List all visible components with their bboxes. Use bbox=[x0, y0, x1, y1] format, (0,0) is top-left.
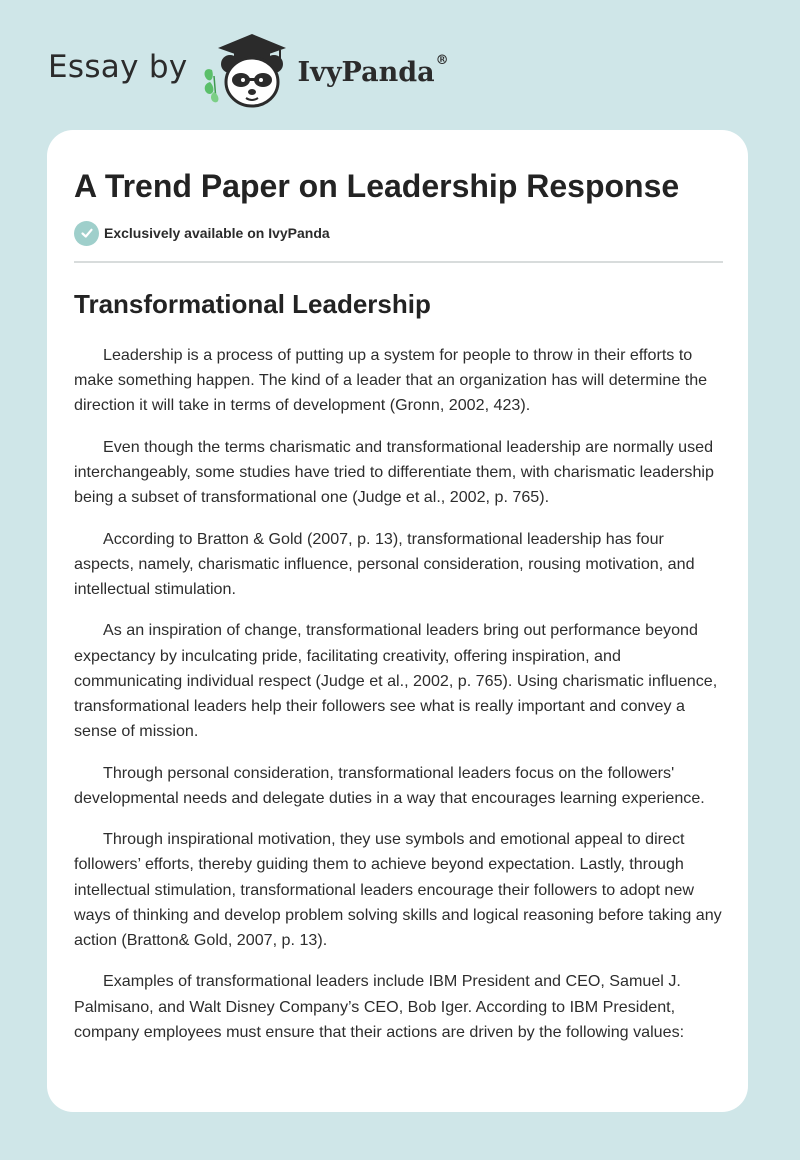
brand-name[interactable]: IvyPanda® bbox=[297, 52, 449, 88]
paragraph: Even though the terms charismatic and transformational leadership are normally used interchangeably, some studies have tried to differentiate them, with charismatic leadership being a subset of transformational one (Judge et al., 2002, p. 765). bbox=[74, 437, 714, 507]
essay-body bbox=[74, 343, 722, 1045]
divider bbox=[74, 261, 723, 263]
ivy-leaf-icon bbox=[204, 69, 218, 102]
registered-mark: ® bbox=[435, 52, 449, 68]
essay-card bbox=[47, 130, 748, 1112]
check-icon bbox=[74, 221, 99, 246]
paragraph: Leadership is a process of putting up a system for people to throw in their efforts to make something happen. The kind of a leader that an organization has will determine the direction it will take in terms of development (Gronn, 2002, 423). bbox=[74, 346, 708, 415]
exclusive-badge bbox=[74, 220, 722, 246]
paragraph: Examples of transformational leaders include IBM President and CEO, Samuel J. Palmisano, and Walt Disney Company’s CEO, Bob Iger. According to IBM President, company employees must ensure that their actions are driven by the following values: bbox=[74, 972, 685, 1041]
panda-graduate-icon bbox=[200, 30, 292, 110]
page-title: A Trend Paper on Leadership Response bbox=[74, 168, 680, 204]
paragraph: Through inspirational motivation, they use symbols and emotional appeal to direct followers’ efforts, thereby guiding them to achieve beyond expectation. Lastly, through intellectual stimulation, transformational leaders encourage their followers to adopt new ways of thinking and develop problem solving skills and logical reasoning before taking any action (Bratton& Gold, 2007, p. 13). bbox=[74, 830, 722, 949]
paragraph: As an inspiration of change, transformational leaders bring out performance beyond expectancy by inculcating pride, facilitating creativity, offering inspiration, and communicating individual respect (Judge et al., 2002, p. 765). Using charismatic influence, transformational leaders help their followers see what is really important and convey a sense of mission. bbox=[74, 621, 718, 741]
site-header bbox=[48, 30, 449, 110]
paragraph: According to Bratton & Gold (2007, p. 13), transformational leadership has four aspects, namely, charismatic influence, personal consideration, rousing motivation, and intellectual stimulation. bbox=[74, 529, 695, 598]
essay-by-label: Essay by bbox=[48, 49, 188, 85]
paragraph: Through personal consideration, transformational leaders focus on the followers' developmental needs and delegate duties in a way that encourages learning experience. bbox=[74, 763, 705, 807]
exclusive-label: Exclusively available on IvyPanda bbox=[104, 225, 330, 241]
section-heading: Transformational Leadership bbox=[74, 289, 431, 319]
